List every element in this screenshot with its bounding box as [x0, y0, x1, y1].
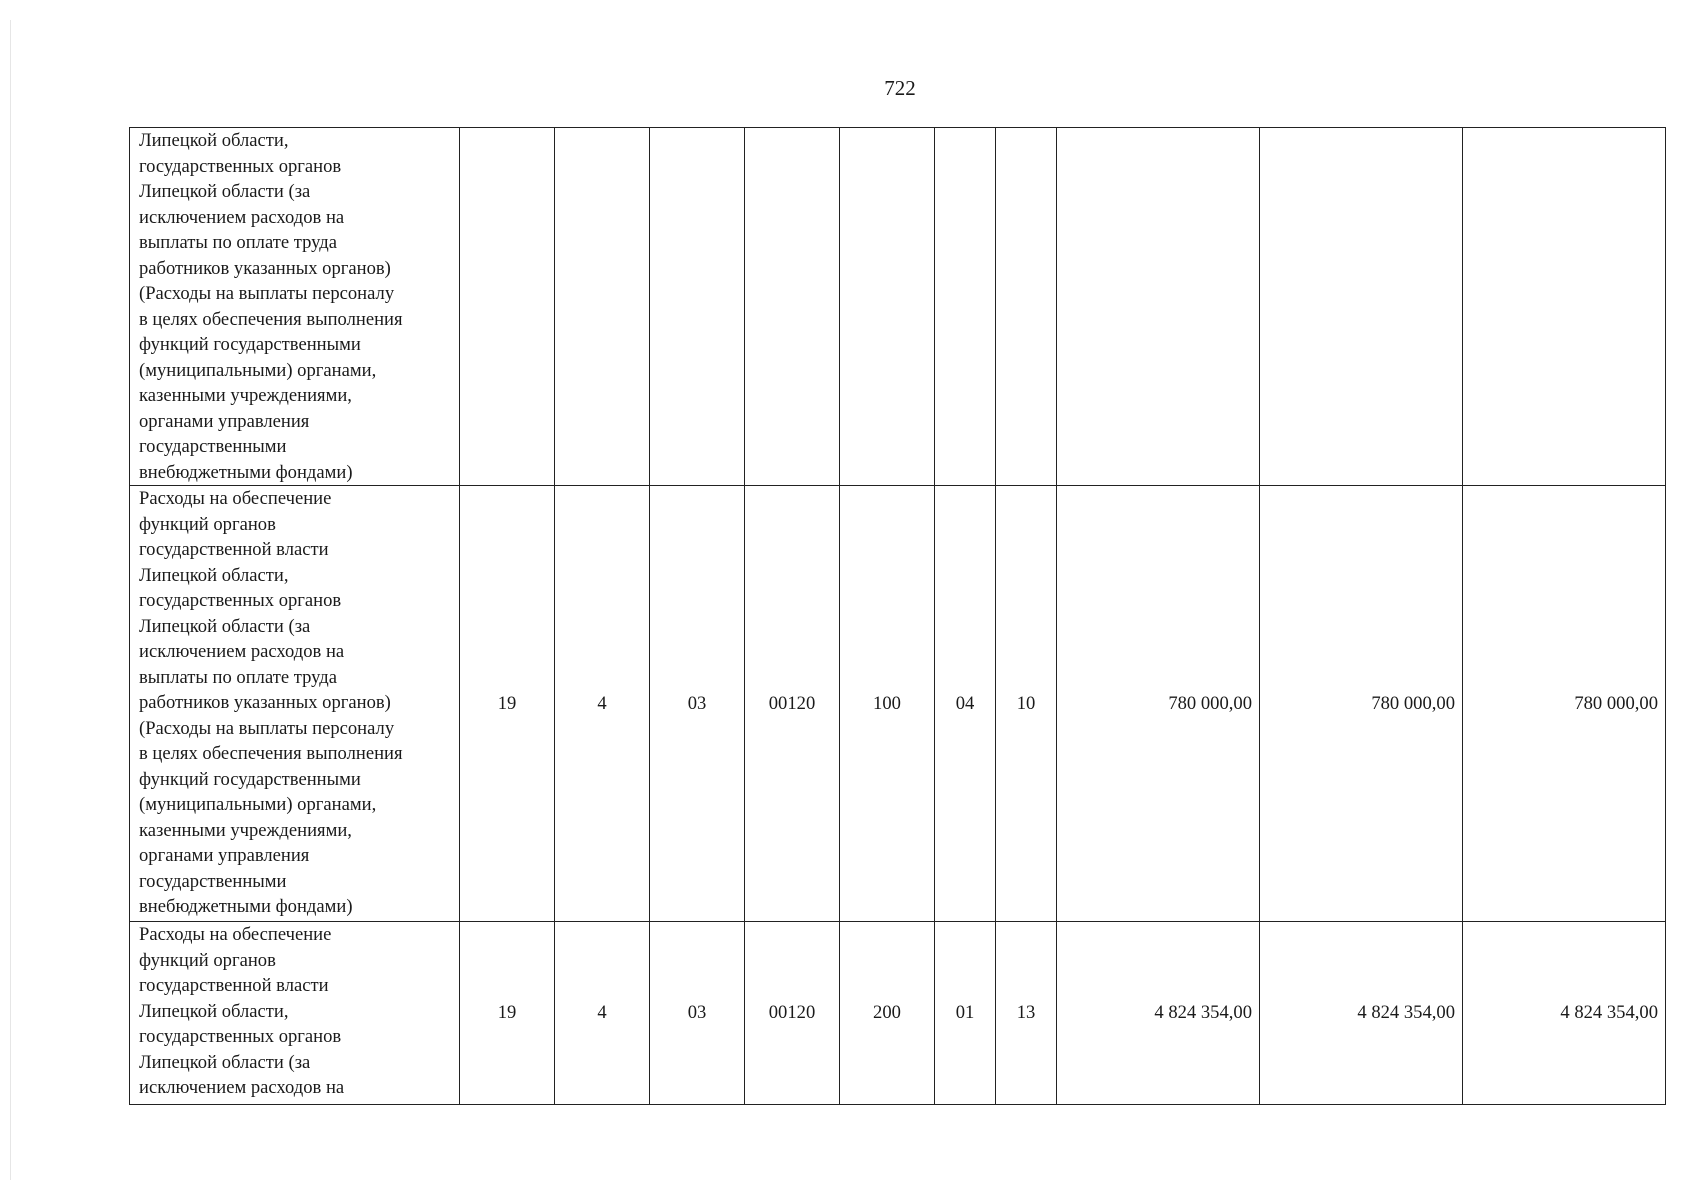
- description-line: выплаты по оплате труда: [139, 666, 338, 688]
- code-cell-2: 4: [555, 486, 650, 922]
- description-line: Расходы на обеспечение: [139, 488, 332, 509]
- table-row: [130, 922, 1666, 1105]
- description-line: государственных органов: [139, 1026, 342, 1047]
- description-line: государственной власти: [139, 975, 329, 996]
- amount-cell-1: [1057, 128, 1260, 486]
- description-line: внебюджетными фондами): [139, 461, 353, 483]
- description-cell: [130, 128, 460, 486]
- code-cell-5: 100: [840, 486, 935, 922]
- description-line: в целях обеспечения выполнения: [139, 743, 403, 764]
- amount-cell-1: 780 000,00: [1057, 486, 1260, 922]
- code-cell-7: [996, 128, 1057, 486]
- table-row: [130, 128, 1666, 486]
- amount-cell-2: [1260, 128, 1463, 486]
- description-line: (муниципальными) органами,: [139, 794, 377, 815]
- amount-cell-2: 780 000,00: [1260, 486, 1463, 922]
- code-cell-2: [555, 128, 650, 486]
- code-cell-4: 00120: [745, 486, 840, 922]
- code-cell-5: [840, 128, 935, 486]
- description-line: Липецкой области,: [139, 564, 289, 586]
- code-cell-7: 10: [996, 486, 1057, 922]
- description-line: казенными учреждениями,: [139, 819, 352, 841]
- amount-cell-2: 4 824 354,00: [1260, 922, 1463, 1105]
- amount-cell-1: 4 824 354,00: [1057, 922, 1260, 1105]
- code-cell-6: [935, 128, 996, 486]
- description-line: внебюджетными фондами): [139, 896, 353, 917]
- description-line: Липецкой области (за: [139, 615, 311, 637]
- description-line: работников указанных органов): [139, 257, 391, 279]
- budget-table: [129, 127, 1666, 1105]
- code-cell-7: 13: [996, 922, 1057, 1105]
- description-line: государственных органов: [139, 155, 342, 177]
- description-line: органами управления: [139, 845, 310, 866]
- description-line: государственными: [139, 870, 287, 892]
- description-line: функций государственными: [139, 768, 361, 790]
- code-cell-1: 19: [460, 486, 555, 922]
- description-line: Расходы на обеспечение: [139, 924, 332, 945]
- code-cell-1: [460, 128, 555, 486]
- code-cell-3: 03: [650, 922, 745, 1105]
- description-line: в целях обеспечения выполнения: [139, 308, 403, 330]
- description-line: органами управления: [139, 410, 310, 432]
- description-line: Липецкой области,: [139, 1000, 289, 1022]
- description-line: (муниципальными) органами,: [139, 359, 377, 381]
- code-cell-4: 00120: [745, 922, 840, 1105]
- description-cell: [130, 486, 460, 922]
- page-number: 722: [884, 76, 916, 100]
- code-cell-6: 01: [935, 922, 996, 1105]
- description-line: казенными учреждениями,: [139, 385, 352, 406]
- amount-cell-3: [1463, 128, 1666, 486]
- description-line: исключением расходов на: [139, 641, 345, 662]
- amount-cell-3: 780 000,00: [1463, 486, 1666, 922]
- code-cell-4: [745, 128, 840, 486]
- code-cell-2: 4: [555, 922, 650, 1105]
- description-line: функций органов: [139, 513, 276, 535]
- description-line: Липецкой области (за: [139, 1051, 311, 1073]
- code-cell-5: 200: [840, 922, 935, 1105]
- description-line: (Расходы на выплаты персоналу: [139, 717, 395, 739]
- description-line: Липецкой области,: [139, 130, 289, 151]
- code-cell-3: 03: [650, 486, 745, 922]
- description-line: исключением расходов на: [139, 206, 345, 228]
- code-cell-3: [650, 128, 745, 486]
- description-line: выплаты по оплате труда: [139, 232, 338, 253]
- description-line: государственных органов: [139, 590, 342, 611]
- description-line: функций государственными: [139, 334, 361, 355]
- description-line: государственной власти: [139, 539, 329, 560]
- description-line: Липецкой области (за: [139, 181, 311, 202]
- description-line: функций органов: [139, 949, 276, 971]
- description-line: (Расходы на выплаты персоналу: [139, 283, 395, 304]
- description-line: работников указанных органов): [139, 692, 391, 713]
- description-cell: [130, 922, 460, 1105]
- scan-edge-line: [10, 20, 11, 1180]
- amount-cell-3: 4 824 354,00: [1463, 922, 1666, 1105]
- description-line: исключением расходов на: [139, 1077, 345, 1098]
- description-line: государственными: [139, 436, 287, 457]
- code-cell-1: 19: [460, 922, 555, 1105]
- table-row: [130, 486, 1666, 922]
- code-cell-6: 04: [935, 486, 996, 922]
